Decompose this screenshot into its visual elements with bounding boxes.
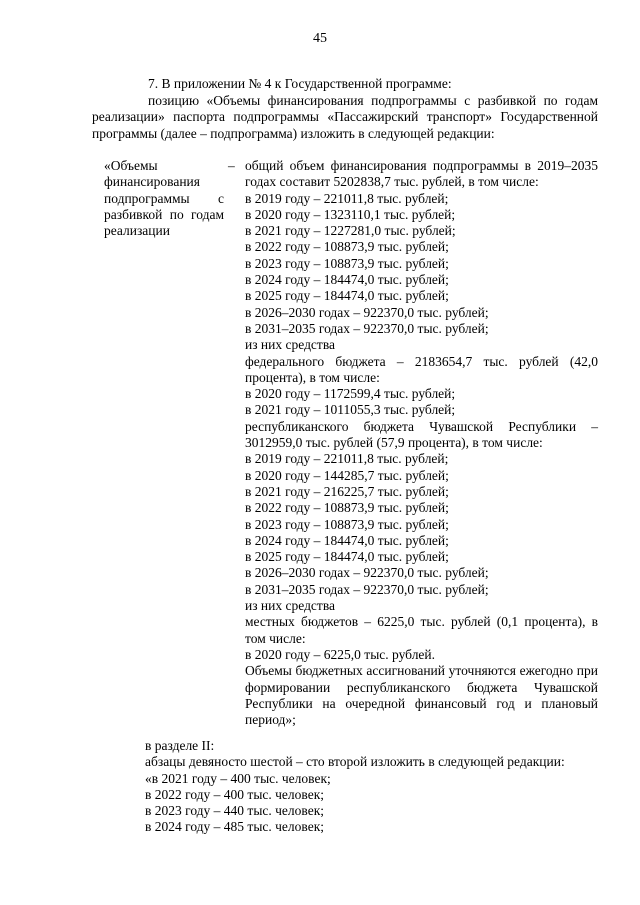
republican-year-line: в 2019 году – 221011,8 тыс. рублей; xyxy=(245,451,449,467)
republican-year-line: в 2023 году – 108873,9 тыс. рублей; xyxy=(245,516,449,532)
table-dash: – xyxy=(228,158,235,173)
republican-year-line: в 2024 году – 184474,0 тыс. рублей; xyxy=(245,532,449,548)
section-ii xyxy=(145,738,598,836)
item-heading: 7. В приложении № 4 к Государственной программе: xyxy=(148,76,452,91)
financing-label: «Объемы финансирования подпрограммы с разбивкой по годам реализации xyxy=(104,158,224,239)
republican-year-line: в 2022 году – 108873,9 тыс. рублей; xyxy=(245,500,449,516)
republican-budget: республиканского бюджета Чувашской Республики – 3012959,0 тыс. рублей (57,9 процента), в том числе: xyxy=(245,418,598,451)
republican-year-line: в 2020 году – 144285,7 тыс. рублей; xyxy=(245,467,449,483)
passenger-line: в 2023 году – 440 тыс. человек; xyxy=(145,803,325,819)
total-year-line: в 2019 году – 221011,8 тыс. рублей; xyxy=(245,190,449,206)
passenger-line: «в 2021 году – 400 тыс. человек; xyxy=(145,770,331,786)
federal-budget: федерального бюджета – 2183654,7 тыс. рублей (42,0 процента), в том числе: xyxy=(245,353,598,385)
total-year-line: в 2031–2035 годах – 922370,0 тыс. рублей; xyxy=(245,320,489,336)
republican-year-line: в 2025 году – 184474,0 тыс. рублей; xyxy=(245,549,449,565)
page-number: 45 xyxy=(313,31,327,46)
republican-year-line: в 2031–2035 годах – 922370,0 тыс. рублей; xyxy=(245,581,489,597)
local-year-line: в 2020 году – 6225,0 тыс. рублей. xyxy=(245,646,436,662)
section-heading: в разделе II: xyxy=(145,738,215,753)
republican-year-line: в 2026–2030 годах – 922370,0 тыс. рублей; xyxy=(245,565,489,581)
local-budget: местных бюджетов – 6225,0 тыс. рублей (0,1 процента), в том числе: xyxy=(245,614,598,646)
total-year-line: в 2021 году – 1227281,0 тыс. рублей; xyxy=(245,223,456,239)
total-year-line: в 2022 году – 108873,9 тыс. рублей; xyxy=(245,239,449,255)
republican-year-line: в 2021 году – 216225,7 тыс. рублей; xyxy=(245,483,449,499)
budget-note: Объемы бюджетных ассигнований уточняются ежегодно при формировании республиканского бюджета Чувашской Республики на очередной финансовый год и плановый период»; xyxy=(245,663,598,728)
intro-paragraph: позицию «Объемы финансирования подпрограммы с разбивкой по годам реализации» паспорта подпрограммы «Пассажирский транспорт» Государственной программы (далее – подпрограмма) изложить в следующей редакции: xyxy=(92,93,598,141)
total-year-line: в 2020 году – 1323110,1 тыс. рублей; xyxy=(245,206,456,222)
of-them-label: из них средства xyxy=(245,337,336,353)
total-year-line: в 2024 году – 184474,0 тыс. рублей; xyxy=(245,272,449,288)
passenger-line: в 2024 году – 485 тыс. человек; xyxy=(145,819,325,835)
total-year-line: в 2025 году – 184474,0 тыс. рублей; xyxy=(245,288,449,304)
of-them-label: из них средства xyxy=(245,598,336,614)
total-year-line: в 2026–2030 годах – 922370,0 тыс. рублей; xyxy=(245,304,489,320)
total-year-line: в 2023 году – 108873,9 тыс. рублей; xyxy=(245,255,449,271)
federal-year-line: в 2020 году – 1172599,4 тыс. рублей; xyxy=(245,386,456,402)
federal-year-line: в 2021 году – 1011055,3 тыс. рублей; xyxy=(245,402,456,418)
total-financing: общий объем финансирования подпрограммы в 2019–2035 годах составит 5202838,7 тыс. рублей, в том числе: xyxy=(245,158,598,190)
passenger-line: в 2022 году – 400 тыс. человек; xyxy=(145,786,325,802)
financing-details xyxy=(245,158,598,728)
section-instruction: абзацы девяносто шестой – сто второй изложить в следующей редакции: xyxy=(145,754,565,770)
